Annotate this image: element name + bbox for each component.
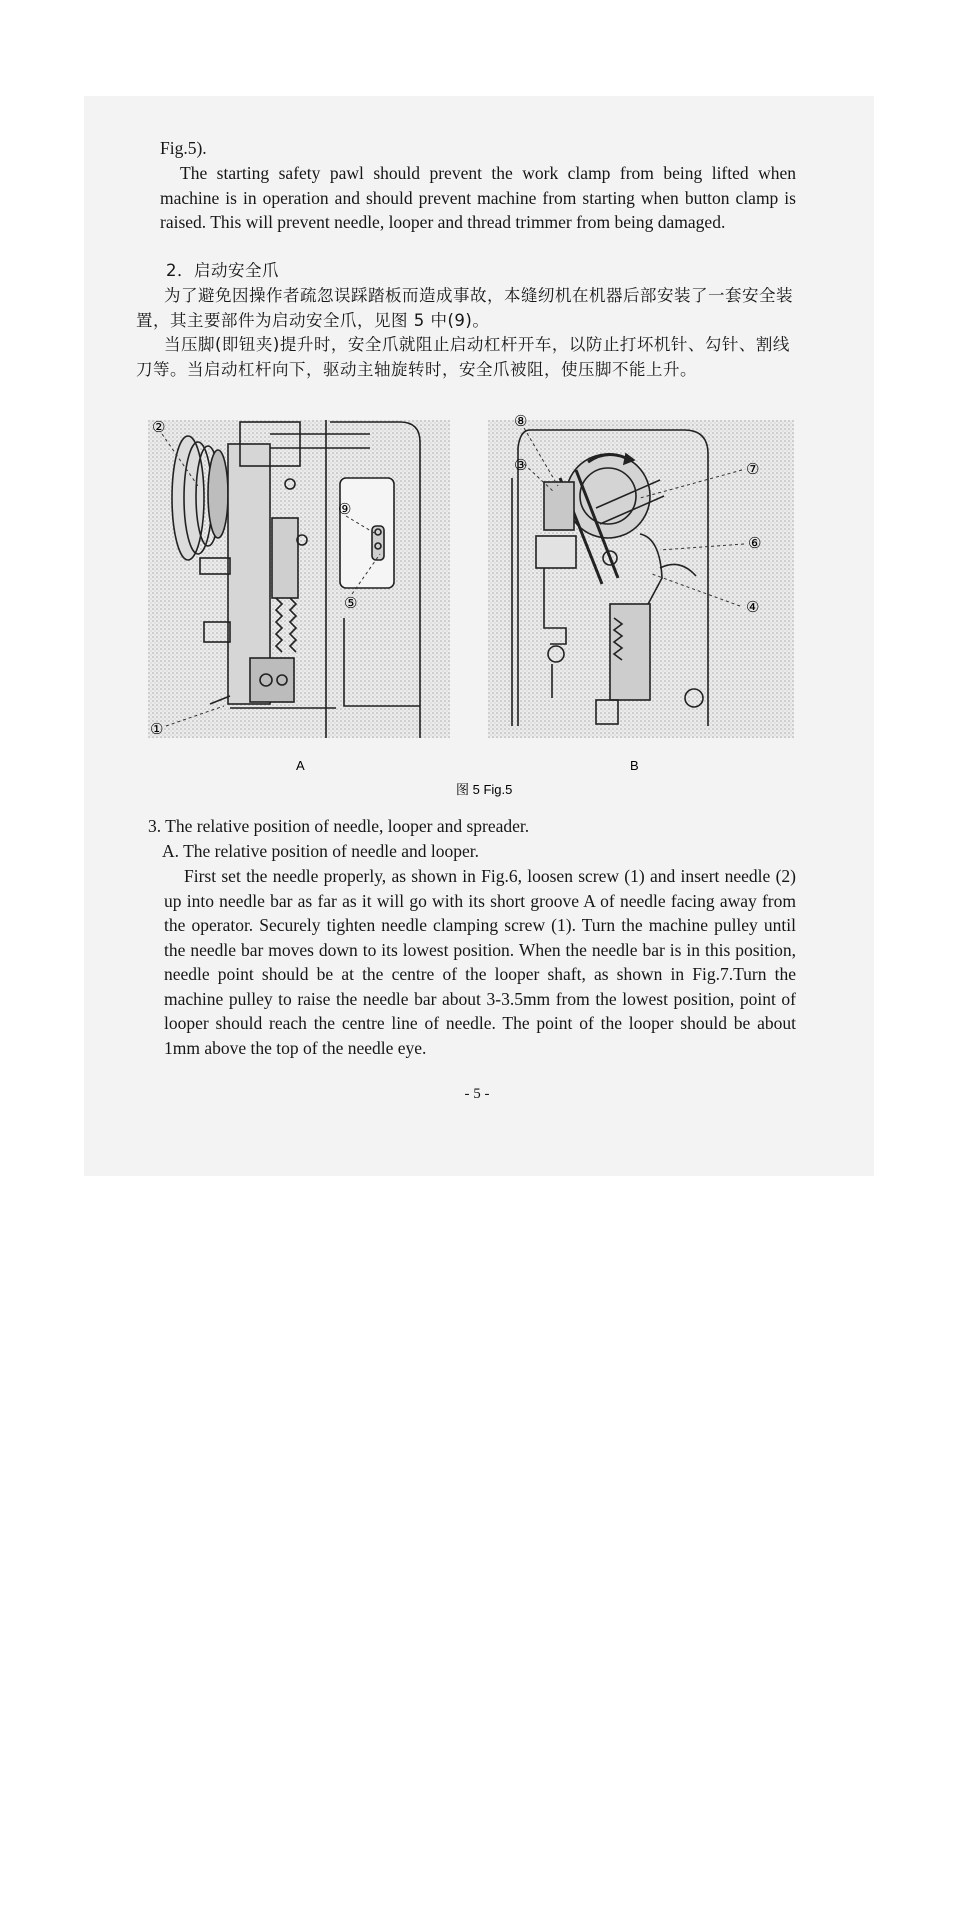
fig5-reference-line: Fig.5).: [160, 138, 207, 158]
panel-a-label: A: [296, 758, 305, 773]
callout-2: ②: [152, 420, 166, 436]
fig5-machine-diagram: [140, 408, 800, 800]
callout-3: ③: [514, 458, 528, 474]
section-3a-heading: A. The relative position of needle and looper.: [162, 841, 480, 861]
callout-9: ⑨: [338, 502, 352, 518]
callout-4: ④: [746, 600, 760, 616]
zh-paragraph-presser-foot: 当压脚(即钮夹)提升时，安全爪就阻止启动杠杆开车，以防止打坏机针、勾针、割线刀等。当启动杠杆向下，驱动主轴旋转时，安全爪被阻，使压脚不能上升。: [136, 335, 790, 379]
section-3-heading: 3. The relative position of needle, looper and spreader.: [148, 816, 530, 836]
section-3a-body: First set the needle properly, as shown in Fig.6, loosen screw (1) and insert needle (2) up into needle bar as far as it will go with its short groove A of needle facing away from the operator. Securely tighten needle clamping screw (1). Turn the machine pulley until the needle bar moves down to its lowest position. When the needle bar is in this position, needle point should be at the centre of the looper shaft, as shown in Fig.7.Turn the machine pulley to raise the needle bar about 3-3.5mm from the lowest position, point of looper should reach the centre line of needle. The point of the looper should be about 1mm above the top of the needle eye.: [164, 866, 796, 1058]
callout-5: ⑤: [344, 596, 358, 612]
callout-1: ①: [150, 722, 164, 738]
fig5-panel-a-drawing: [148, 420, 450, 738]
panel-b-label: B: [630, 758, 639, 773]
callout-7: ⑦: [746, 462, 760, 478]
callout-6: ⑥: [748, 536, 762, 552]
safety-pawl-paragraph: The starting safety pawl should prevent the work clamp from being lifted when machine is in operation and should prevent machine from starting when button clamp is raised. This will prevent needle, looper and thread trimmer from being damaged.: [160, 163, 796, 232]
figure-caption: 图 5 Fig.5: [456, 782, 513, 797]
zh-paragraph-safety-device: 为了避免因操作者疏忽误踩踏板而造成事故，本缝纫机在机器后部安装了一套安全装置，其主要部件为启动安全爪，见图 5 中(9)。: [136, 286, 793, 330]
zh-heading-starting-safety-pawl: 2．启动安全爪: [166, 261, 279, 280]
callout-8: ⑧: [514, 414, 528, 430]
page-number: - 5 -: [464, 1086, 490, 1102]
